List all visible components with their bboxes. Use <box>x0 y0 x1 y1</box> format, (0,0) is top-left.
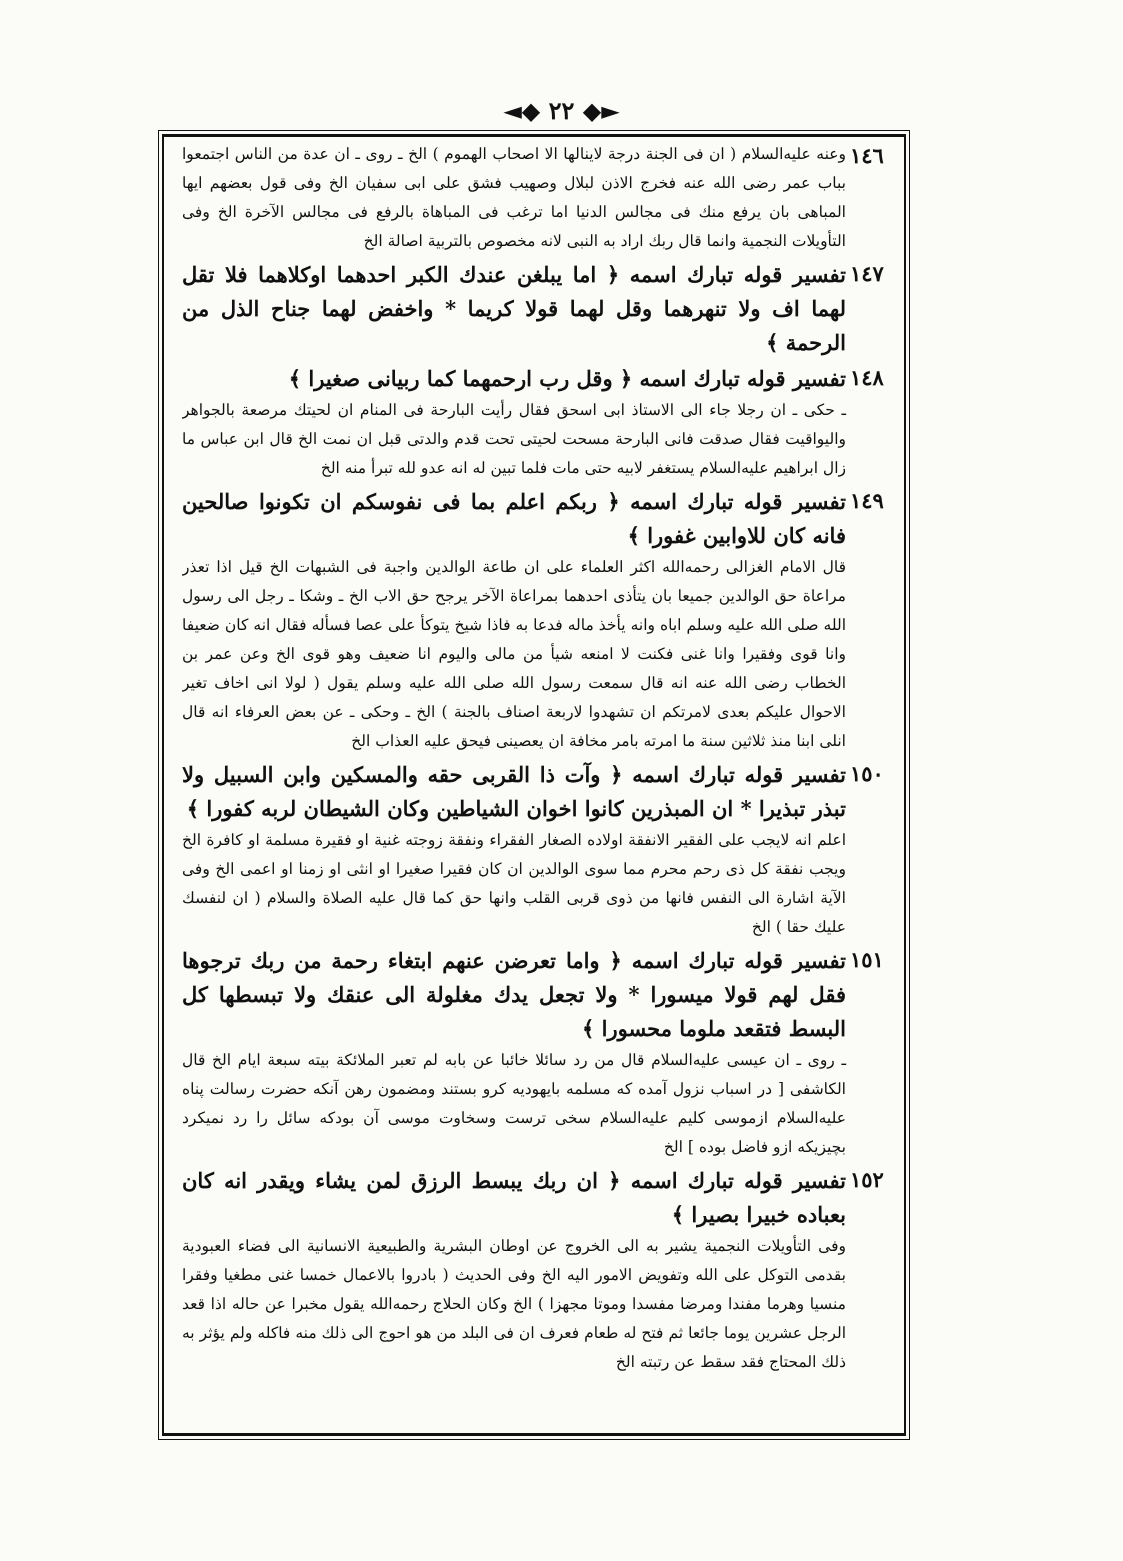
entry-commentary: وعنه عليه‌السلام ( ان فى الجنة درجة لاينالها الا اصحاب الهموم ) الخ ـ روى ـ ان عدة من الناس اجتمعوا بباب عمر رضى الله عنه فخرج الاذن لبلال وصهيب فشق على ابى سفيان الخ وفى قول بعضهم ايها المباهى بان يرفع منك فى مجالس الدنيا اما ترغب فى المباهاة بالرفع فى مجالس الآخرة الخ وفى التأويلات النجمية وانما قال ربك اراد به النبى لانه مخصوص بالتربية اصالة الخ <box>182 145 846 250</box>
entry-body <box>182 944 846 1162</box>
entry-body <box>182 258 846 360</box>
entry-verse: تفسير قوله تبارك اسمه ﴿ ان ربك يبسط الرزق لمن يشاء ويقدر انه كان بعباده خبيرا بصيرا ﴾ <box>182 1168 846 1227</box>
entry-150 <box>182 758 902 942</box>
entry-body <box>182 362 846 483</box>
page-number-text: ٢٢ <box>548 96 575 125</box>
entry-body <box>182 758 846 942</box>
entry-148 <box>182 362 902 483</box>
entry-151 <box>182 944 902 1162</box>
entry-commentary: ـ حكى ـ ان رجلا جاء الى الاستاذ ابى اسحق فقال رأيت البارحة فى المنام ان لحيتك مرصعة بالجواهر واليواقيت فقال صدقت فانى البارحة مسحت لحيتى تحت قدم والدتى قبل ان نمت الخ قال ابن عباس ما زال ابراهيم عليه‌السلام يستغفر لابيه حتى مات فلما تبين له انه عدو لله تبرأ منه الخ <box>182 401 846 477</box>
page-number <box>0 96 1123 125</box>
entry-verse: تفسير قوله تبارك اسمه ﴿ وقل رب ارحمهما كما ربيانى صغيرا ﴾ <box>288 366 846 391</box>
ornament-right: ◆► <box>582 96 620 125</box>
entry-verse: تفسير قوله تبارك اسمه ﴿ وآت ذا القربى حقه والمسكين وابن السبيل ولا تبذر تبذيرا * ان المبذرين كانوا اخوان الشياطين وكان الشيطان لربه كفورا ﴾ <box>182 762 846 821</box>
entry-number: ١٤٧ <box>850 261 884 286</box>
entry-number: ١٥١ <box>850 947 884 972</box>
entry-number: ١٥٠ <box>850 761 884 786</box>
text-block <box>182 140 902 1430</box>
entry-verse: تفسير قوله تبارك اسمه ﴿ اما يبلغن عندك الكبر احدهما اوكلاهما فلا تقل لهما اف ولا تنهرهما وقل لهما قولا كريما * واخفض لهما جناح الذل من الرحمة ﴾ <box>182 262 846 355</box>
entry-number: ١٤٦ <box>850 143 884 168</box>
entry-146 <box>182 140 902 256</box>
entry-number: ١٥٢ <box>850 1167 884 1192</box>
entry-commentary: قال الامام الغزالى رحمه‌الله اكثر العلماء على ان طاعة الوالدين واجبة فى الشبهات الخ قيل اذا تعذر مراعاة حق الوالدين جميعا بان يتأذى احدهما بمراعاة الآخر يرجح حق الاب الخ ـ وشكا ـ رجل الى رسول الله صلى الله عليه وسلم اباه وانه يأخذ ماله فدعا به فاذا شيخ يتوكأ على عصا فسأله فقال انه كان ضعيفا وانا قوى وفقيرا وانا غنى فكنت لا امنعه شيأ من مالى واليوم انا ضعيف وهو قوى الخ وعن عمر بن الخطاب رضى الله عنه انه قال سمعت رسول الله صلى الله عليه وسلم يقول ( لولا انى اخاف تغير الاحوال عليكم بعدى لامرتكم ان تشهدوا لاربعة اصناف بالجنة ) الخ ـ وحكى ـ عن بعض العرفاء انه قال انلى ابنا منذ ثلاثين سنة ما امرته بامر مخافة ان يعصينى فيحق عليه العذاب الخ <box>182 558 846 750</box>
entry-body <box>182 1164 846 1377</box>
entry-152 <box>182 1164 902 1377</box>
entry-149 <box>182 485 902 756</box>
entry-commentary: ـ روى ـ ان عيسى عليه‌السلام قال من رد سائلا خائبا عن بابه لم تعبر الملائكة بيته سبعة ايام الخ قال الكاشفى [ در اسباب نزول آمده كه مسلمه بايهوديه كرو بستند ومضمون رهن آنكه حضرت رسالت پناه عليه‌السلام ازموسى كليم عليه‌السلام سخى ترست وسخاوت موسى آن بودكه سائل را رد نميكرد بچيزيكه ازو فاضل بوده ] الخ <box>182 1051 846 1156</box>
entry-number: ١٤٨ <box>850 365 884 390</box>
entry-commentary: وفى التأويلات النجمية يشير به الى الخروج عن اوطان البشرية والطبيعية الانسانية الى فضاء العبودية بقدمى التوكل على الله وتفويض الامور اليه الخ وفى الحديث ( بادروا بالاعمال خمسا غنى مطغيا وفقرا منسيا وهرما مفندا ومرضا مفسدا وموتا مجهزا ) الخ وكان الحلاج رحمه‌الله يقول مخبرا عن حاله اذا قعد الرجل عشرين يوما جائعا ثم فتح له طعام فعرف ان فى البلد من هو احوج الى ذلك منه فاكله ولم يؤثر به ذلك المحتاج فقد سقط عن رتبته الخ <box>182 1237 846 1371</box>
entry-commentary: اعلم انه لايجب على الفقير الانفقة اولاده الصغار الفقراء ونفقة زوجته غنية او فقيرة مسلمة او كافرة الخ ويجب نفقة كل ذى رحم محرم مما سوى الوالدين ان كان فقيرا صغيرا او انثى او زمنا او اعمى الخ وفى الآية اشارة الى النفس فانها من ذوى قربى القلب وانها حق كما قال عليه الصلاة والسلام ( ان لنفسك عليك حقا ) الخ <box>182 831 846 936</box>
entry-number: ١٤٩ <box>850 488 884 513</box>
entry-verse: تفسير قوله تبارك اسمه ﴿ واما تعرضن عنهم ابتغاء رحمة من ربك ترجوها فقل لهم قولا ميسورا * ولا تجعل يدك مغلولة الى عنقك ولا تبسطها كل البسط فتقعد ملوما محسورا ﴾ <box>182 948 846 1041</box>
entry-body <box>182 485 846 756</box>
entry-body <box>182 140 846 256</box>
entry-147 <box>182 258 902 360</box>
entry-verse: تفسير قوله تبارك اسمه ﴿ ربكم اعلم بما فى نفوسكم ان تكونوا صالحين فانه كان للاوابين غفورا ﴾ <box>182 489 846 548</box>
ornament-left: ◄◆ <box>503 96 541 125</box>
